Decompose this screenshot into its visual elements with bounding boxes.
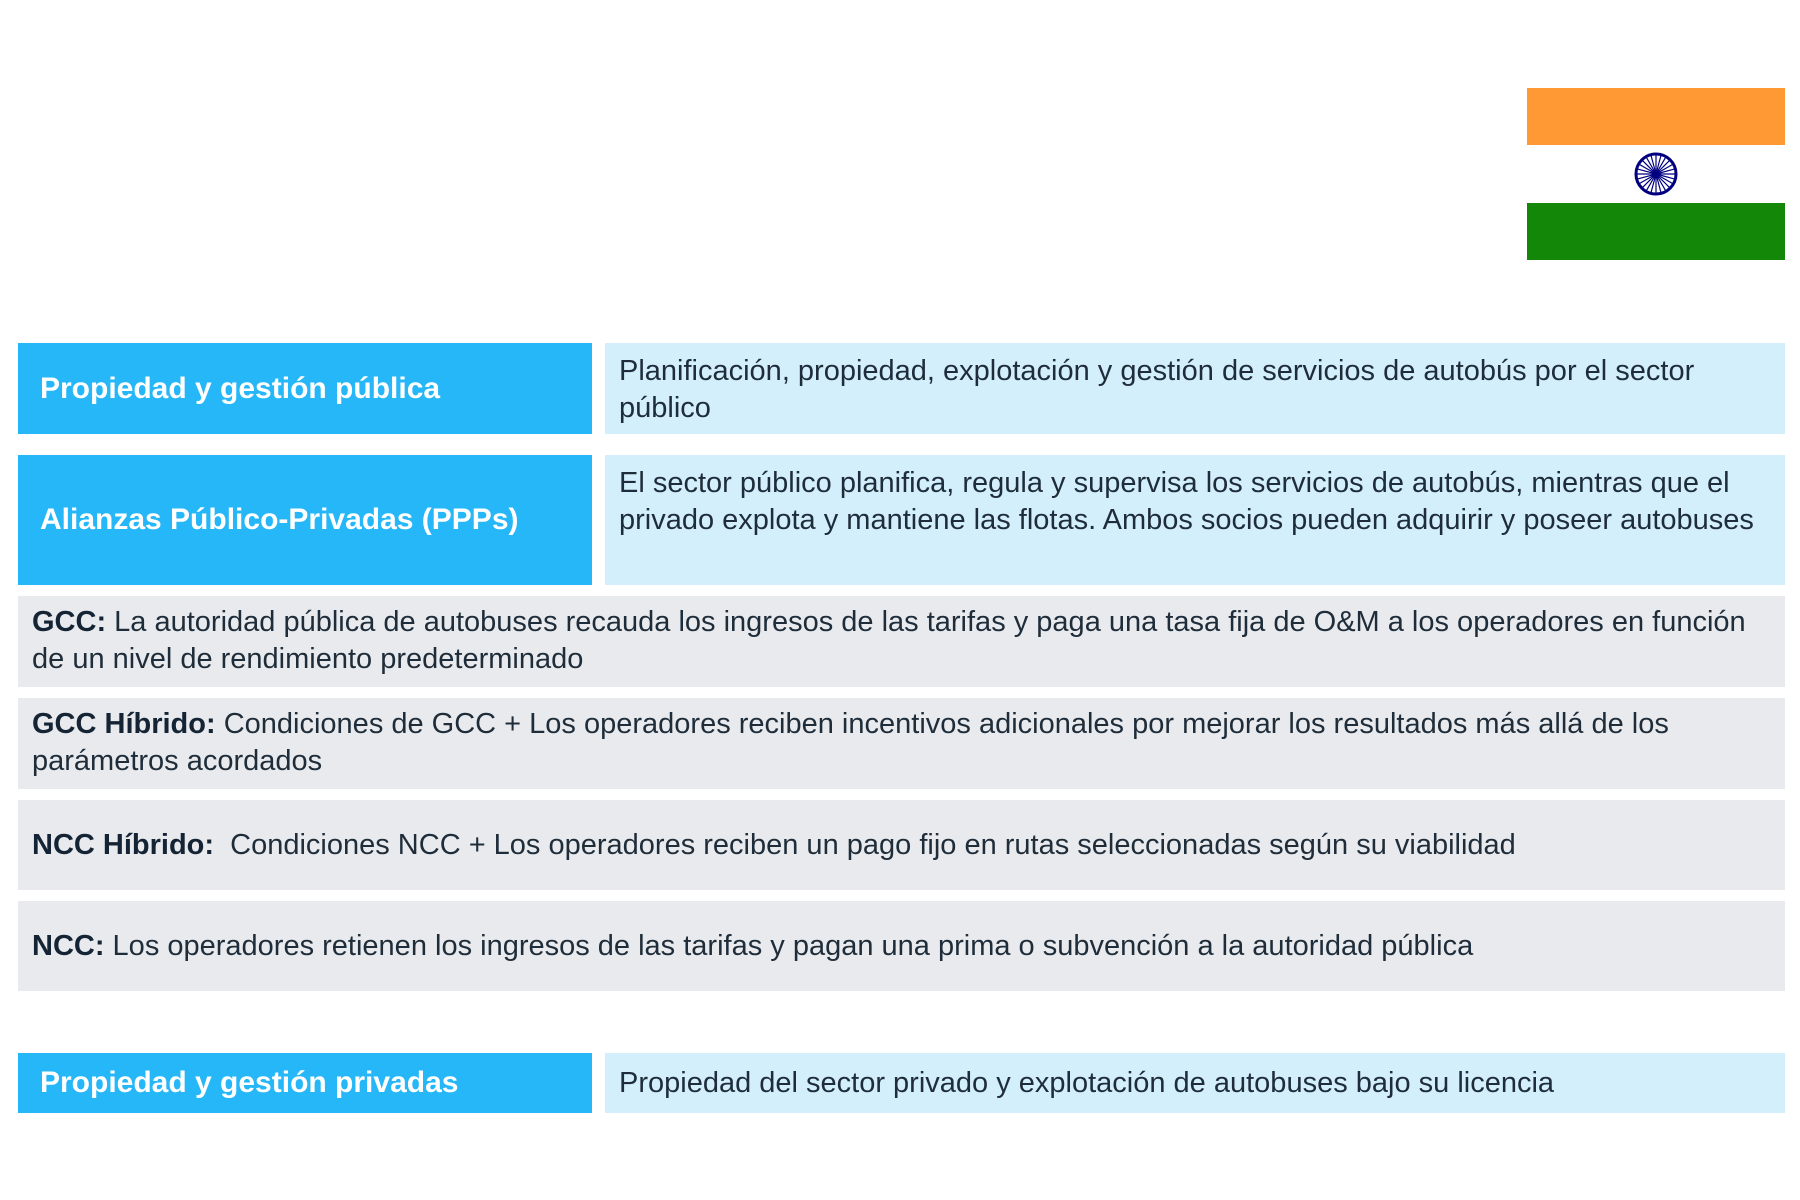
ppp-row [18,455,1785,585]
flag-saffron-band [1527,88,1785,145]
ncc-hybrid-row [18,800,1785,890]
ashoka-chakra-icon [1633,151,1679,197]
ncc-description: Los operadores retienen los ingresos de las tarifas y pagan una prima o subvención a la autoridad pública [104,929,1474,962]
public-ownership-label: Propiedad y gestión pública [18,343,592,434]
gcc-hybrid-term: GCC Híbrido: [32,708,216,740]
gcc-box [18,596,1785,687]
gcc-row [18,596,1785,687]
gcc-description: La autoridad pública de autobuses recauda los ingresos de las tarifas y paga una tasa fija de O&M a los operadores en función de un nivel de rendimiento predeterminado [32,606,1754,675]
gcc-term: GCC: [32,606,107,638]
public-ownership-description: Planificación, propiedad, explotación y gestión de servicios de autobús por el sector público [605,343,1785,434]
gcc-hybrid-row [18,698,1785,789]
flag-green-band [1527,203,1785,260]
india-flag-icon [1527,88,1785,260]
private-ownership-row [18,1053,1785,1113]
ncc-hybrid-term: NCC Híbrido: [32,828,215,861]
ncc-row [18,901,1785,991]
public-ownership-row [18,343,1785,434]
ppp-label: Alianzas Público-Privadas (PPPs) [18,455,592,585]
private-ownership-description: Propiedad del sector privado y explotación de autobuses bajo su licencia [605,1053,1785,1113]
private-ownership-label: Propiedad y gestión privadas [18,1053,592,1113]
ncc-term: NCC: [32,929,105,962]
gcc-hybrid-box [18,698,1785,789]
gcc-hybrid-description: Condiciones de GCC + Los operadores reciben incentivos adicionales por mejorar los resultados más allá de los parámetros acordados [32,708,1677,777]
ncc-box [18,901,1785,991]
ncc-hybrid-description: Condiciones NCC + Los operadores reciben un pago fijo en rutas seleccionadas según su viabilidad [214,828,1516,861]
ppp-description: El sector público planifica, regula y supervisa los servicios de autobús, mientras que el privado explota y mantiene las flotas. Ambos socios pueden adquirir y poseer autobuses [605,455,1785,585]
ncc-hybrid-box [18,800,1785,890]
